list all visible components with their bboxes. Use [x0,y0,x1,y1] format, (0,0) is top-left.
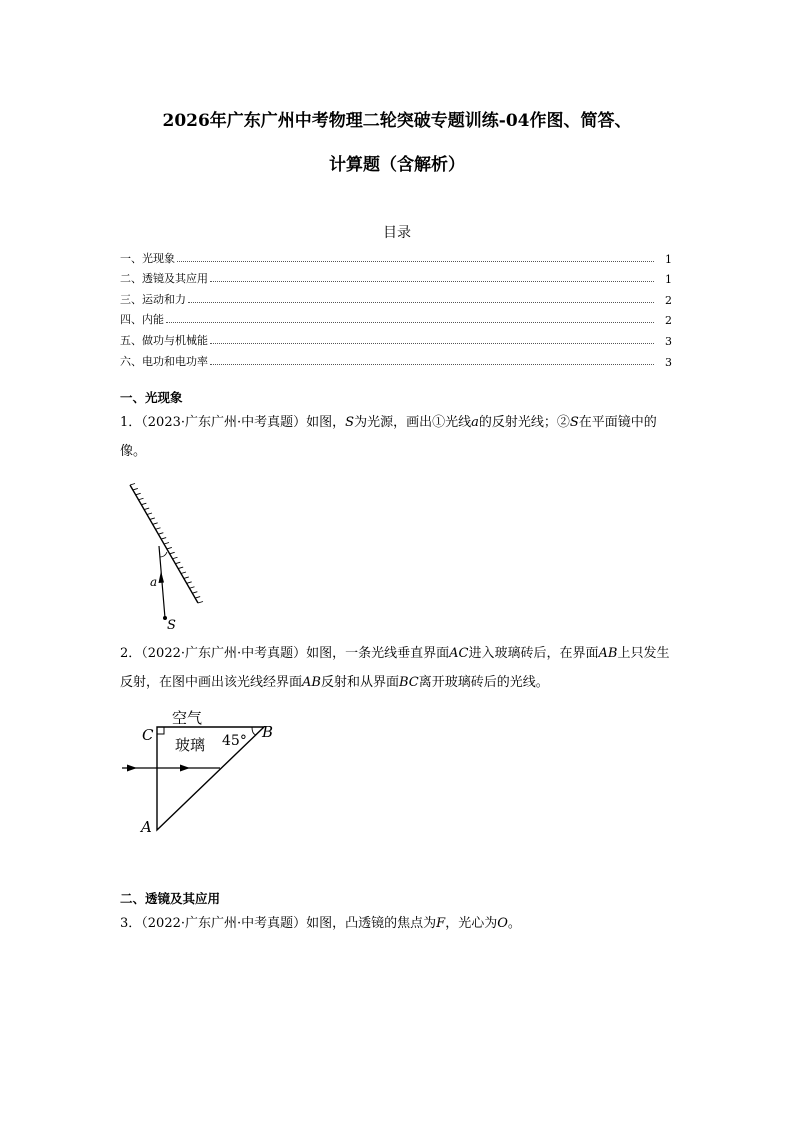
question-number: 3． [120,916,142,931]
hatch-mark [184,577,189,579]
variable-s: S [345,415,355,430]
hatch-mark [139,498,144,500]
document-title-line1: 2026年广东广州中考物理二轮突破专题训练-04作图、简答、 [162,111,632,131]
toc-leader [188,301,654,303]
label-glass: 玻璃 [175,736,206,754]
right-angle-mark [157,727,164,734]
question-1 [120,408,676,466]
question-text: 如图，一条光线垂直界面 [306,646,450,661]
label-angle-45: 45° [222,733,247,749]
toc-heading: 目录 [383,225,411,241]
question-text: 离开玻璃砖后的光线。 [418,675,549,690]
toc-item[interactable] [120,266,672,287]
variable-f: F [436,916,446,931]
label-air: 空气 [172,709,203,727]
hatch-mark [167,547,172,549]
hatch-mark [175,562,180,564]
hatch-mark [150,518,155,520]
question-text: 的反射光线；② [478,415,570,430]
vertex-label-b: B [262,723,274,741]
hatch-mark [164,543,169,545]
figure-plane-mirror [110,478,220,634]
document-title-line2: 计算题（含解析） [329,155,465,175]
incidence-angle-arc [160,552,167,557]
ray-arrowhead-2 [180,765,190,772]
toc-leader [166,321,654,323]
question-text: 为光源，画出①光线 [354,415,472,430]
vertex-label-a: A [141,818,152,836]
variable-ab: AB [598,646,618,661]
hatch-mark [192,592,197,594]
hatch-mark [147,513,152,515]
variable-ab: AB [302,675,321,690]
hatch-mark [156,528,161,530]
vertex-label-c: C [142,726,154,744]
question-number: 2． [120,646,142,661]
toc-item[interactable] [120,327,672,348]
toc-item-label: 五、做功与机械能 [120,333,208,347]
ray-label-a: a [150,575,158,589]
hatch-mark [195,597,200,599]
ray-arrowhead [159,571,165,583]
question-text: 如图，凸透镜的焦点为 [306,916,437,931]
toc-item[interactable] [120,245,672,266]
question-2 [120,639,676,697]
hatch-mark [141,503,146,505]
toc-item-label: 三、运动和力 [120,292,186,306]
figure-glass-prism [110,700,290,845]
toc-leader [210,342,654,344]
hatch-mark [170,552,175,554]
hatch-mark [130,484,135,486]
question-source: （2022·广东广州·中考真题） [141,916,307,931]
question-text: 。 [507,916,521,931]
toc-item[interactable] [120,307,672,328]
table-of-contents [120,245,672,369]
variable-o: O [497,916,508,931]
toc-item-page: 3 [665,355,672,369]
hatch-mark [190,587,195,589]
source-label-s: S [167,618,176,633]
toc-item-label: 六、电功和电功率 [120,354,208,368]
toc-leader [210,363,654,365]
glass-prism [157,727,264,830]
question-text: 进入玻璃砖后，在界面 [468,646,599,661]
variable-bc: BC [398,675,419,690]
variable-ac: AC [449,646,469,661]
section-heading-lenses: 二、透镜及其应用 [120,891,221,906]
toc-item-page: 1 [665,273,672,287]
question-text: 上只发生反射，在图中画出该光线经界面 [120,646,670,690]
question-text: 在平面镜中的像。 [120,415,657,459]
toc-item-label: 四、内能 [120,313,164,327]
hatch-mark [187,582,192,584]
angle-arc-b [252,727,256,735]
toc-item[interactable] [120,348,672,369]
variable-s: S [569,415,579,430]
toc-item-page: 2 [665,314,672,328]
hatch-mark [144,508,149,510]
hatch-mark [178,567,183,569]
hatch-mark [158,533,163,535]
toc-item-label: 一、光现象 [120,251,175,265]
question-source: （2022·广东广州·中考真题） [141,646,307,661]
hatch-mark [198,602,203,604]
question-3 [120,909,676,938]
toc-leader [210,280,654,282]
hatch-mark [136,493,141,495]
toc-item-label: 二、透镜及其应用 [120,272,208,286]
hatch-mark [133,488,138,490]
toc-item-page: 1 [665,252,672,266]
hatch-mark [181,572,186,574]
section-heading-optics: 一、光现象 [120,390,183,405]
question-source: （2023·广东广州·中考真题） [141,415,307,430]
question-text: 如图， [306,415,346,430]
hatch-mark [161,538,166,540]
toc-item-page: 2 [665,293,672,307]
question-number: 1． [120,415,142,430]
mirror-hatching [130,484,203,604]
variable-a: a [471,415,479,430]
toc-leader [177,260,654,262]
hatch-mark [153,523,158,525]
toc-item[interactable] [120,286,672,307]
ray-arrowhead-1 [127,765,137,772]
toc-item-page: 3 [665,334,672,348]
hatch-mark [173,557,178,559]
question-text: ，光心为 [445,916,498,931]
question-text: 反射和从界面 [320,675,399,690]
